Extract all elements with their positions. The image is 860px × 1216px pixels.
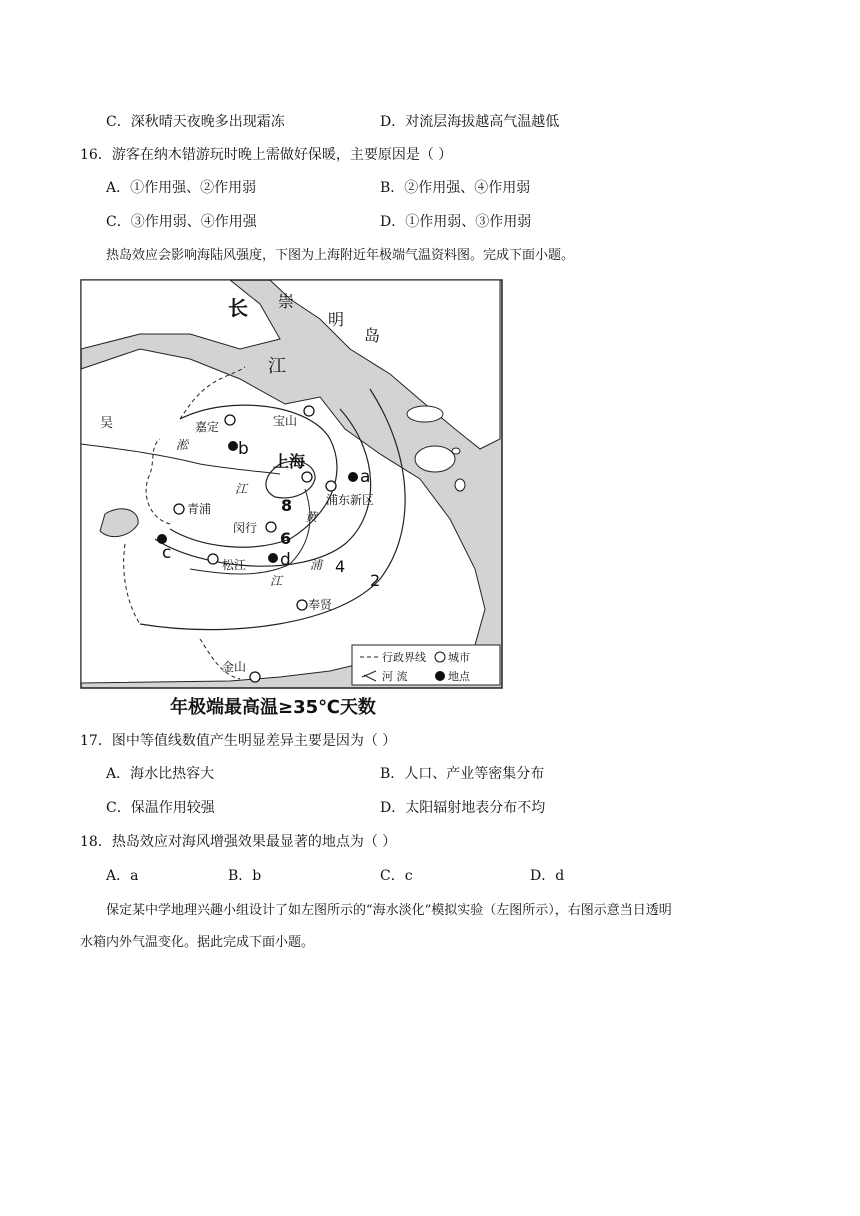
label-pu: 浦 [310,558,323,572]
q18-option-c: C．c [380,868,413,884]
city-jinshan [250,672,260,682]
city-fengxian [297,600,307,610]
label-minhang: 闵行 [233,521,258,535]
city-pudong [326,481,336,491]
site-c [157,534,167,544]
q18-stem: 18．热岛效应对海风增强效果最显著的地点为（ ） [80,834,397,850]
q16-stem: 16．游客在纳木错游玩时晚上需做好保暖，主要原因是（ ） [80,147,453,163]
label-chong: 崇 [278,292,295,311]
point-label-c: c [162,543,172,563]
legend-boundary-label: 行政界线 [382,651,426,664]
label-pudong: 浦东新区 [326,493,375,507]
label-baoshan: 宝山 [273,414,298,428]
label-qingpu: 青浦 [187,502,212,516]
city-baoshan [304,406,314,416]
desalination-intro-line1: 保定某中学地理兴趣小组设计了如左图所示的“海水淡化”模拟实验（左图所示），右图示意当日透明 [106,903,672,918]
label-dao: 岛 [364,326,381,345]
desalination-intro-line2: 水箱内外气温变化。据此完成下面小题。 [80,935,315,950]
label-songjiang: 松江 [222,558,247,572]
label-song-river: 淞 [176,438,189,452]
label-jiang: 江 [268,356,286,377]
label-jiading: 嘉定 [195,420,220,434]
q18-option-a: A．a [106,868,139,884]
isoline-label-8: 8 [281,496,293,515]
point-label-a: a [360,467,371,487]
city-jiading [225,415,235,425]
island-2 [415,446,455,472]
legend-river-label: 河 流 [382,670,408,683]
isoline-label-2: 2 [370,571,381,590]
label-chang: 长 [228,296,248,320]
q17-option-b: B．人口、产业等密集分布 [380,766,545,782]
q17-option-c: C．保温作用较强 [106,800,215,816]
map-caption: 年极端最高温≥35℃天数 [170,697,376,718]
site-b [228,441,238,451]
q16-option-a: A．①作用强、②作用弱 [106,180,257,196]
q16-option-d: D．①作用弱、③作用弱 [380,214,532,230]
q18-option-b: B．b [228,868,262,884]
heat-island-intro: 热岛效应会影响海陆风强度，下图为上海附近年极端气温资料图。完成下面小题。 [106,248,575,263]
site-a [348,472,358,482]
label-jiang-river: 江 [235,482,248,496]
shanghai-temperature-map [80,279,504,719]
isoline-label-4: 4 [335,557,346,576]
q15-option-d: D．对流层海拔越高气温越低 [380,114,560,130]
island-4 [452,448,460,454]
label-jinshan: 金山 [222,660,247,674]
point-label-b: b [238,439,249,459]
point-label-d: d [280,550,291,570]
city-shanghai [302,472,312,482]
island-3 [455,479,465,491]
q17-option-a: A．海水比热容大 [106,766,215,782]
legend-site-label: 地点 [448,670,470,683]
q15-option-c: C．深秋晴天夜晚多出现霜冻 [106,114,285,130]
label-shanghai: 上海 [273,452,306,471]
legend-city-label: 城市 [448,651,470,664]
label-ming: 明 [328,310,345,329]
isoline-label-6: 6 [280,529,292,548]
q16-option-c: C．③作用弱、④作用强 [106,214,257,230]
city-minhang [266,522,276,532]
island-1 [407,406,443,422]
label-jiang-river2: 江 [270,574,283,588]
label-fengxian: 奉贤 [308,598,333,612]
q17-stem: 17．图中等值线数值产生明显差异主要是因为（ ） [80,733,397,749]
q17-option-d: D．太阳辐射地表分布不均 [380,800,546,816]
map-legend [352,645,500,685]
city-songjiang [208,554,218,564]
q16-option-b: B．②作用强、④作用弱 [380,180,531,196]
label-wu: 吴 [100,416,114,431]
label-huang: 黄 [305,510,318,524]
site-d [268,553,278,563]
q18-option-d: D．d [530,868,565,884]
city-qingpu [174,504,184,514]
